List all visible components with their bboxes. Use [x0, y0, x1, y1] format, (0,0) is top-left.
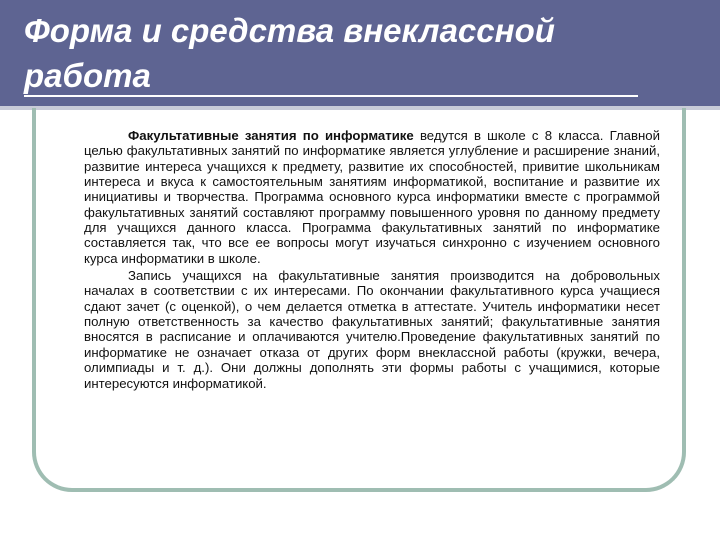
paragraph-enrollment: Запись учащихся на факультативные занятия производится на добровольных началах в соответствии с их интересами. По окончании факультативного курса учащиеся сдают зачет (с оценкой), о чем делается отметка в аттестате. Учитель информатики несет полную ответственность за качество факультативных занятий; факультативные занятия вносятся в расписание и оплачиваются учителю.Проведение факультативных занятий по информатике не означает отказа от других форм внеклассной работы (кружки, вечера, олимпиады и т. д.). Они должны дополнять эти формы работы с учащимися, которые интересуются информатикой. — [84, 268, 660, 391]
slide-title: Форма и средства внеклассной работа — [24, 12, 555, 94]
paragraph-optional-classes — [84, 128, 660, 266]
title-underline — [24, 95, 638, 97]
slide-body — [84, 128, 660, 391]
paragraph-text: ведутся в школе с 8 класса. Главной целью факультативных занятий по информатике является углубление и расширение знаний, развитие интереса учащихся к предмету, развитие их способностей, привитие школьникам интереса и вкуса к самостоятельным занятиям информатикой, воспитание и развитие их инициативы и творчества. Программа основного курса информатики вместе с программой факультативных занятий составляют программу повышенного уровня по данному предмету для учащихся данного класса. Программа факультативных занятий по информатике составляется так, что все ее вопросы могут изучаться синхронно с изучением основного курса информатики в школе. — [84, 128, 660, 266]
paragraph-lead-bold: Факультативные занятия по информатике — [128, 128, 414, 143]
